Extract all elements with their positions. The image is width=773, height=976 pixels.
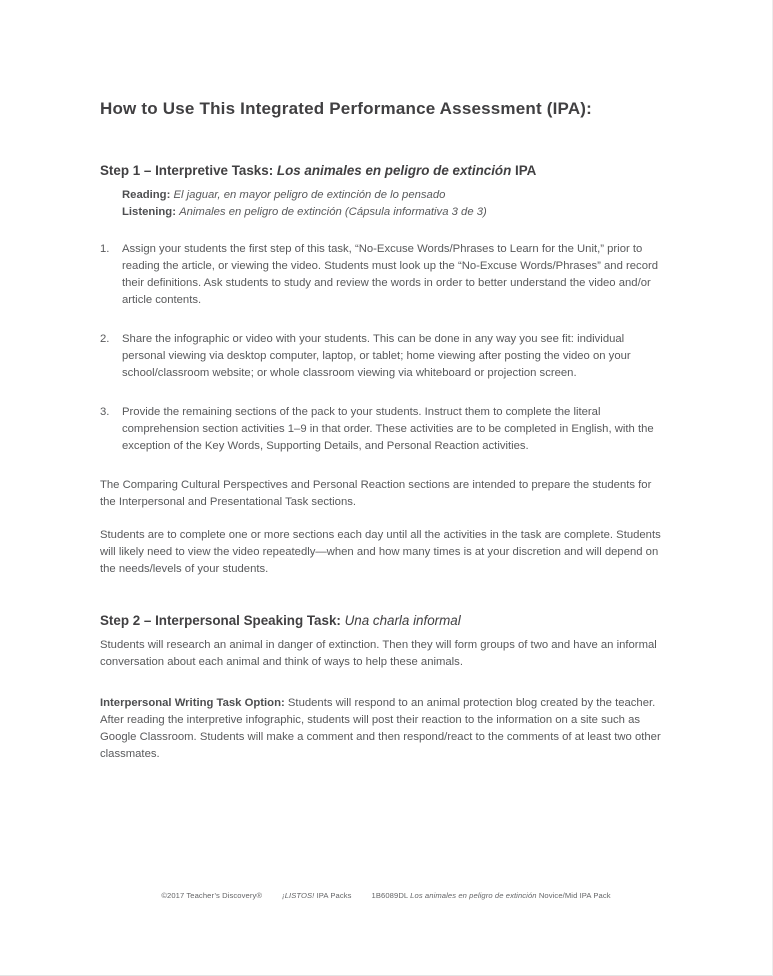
footer-product-suffix: Novice/Mid IPA Pack — [536, 891, 611, 900]
footer-series-name: ¡LISTOS! — [282, 891, 315, 900]
step1-heading — [100, 162, 666, 179]
step1-heading-prefix: Step 1 – Interpretive Tasks: — [100, 163, 277, 178]
instruction-list — [100, 241, 666, 455]
list-item — [100, 241, 666, 309]
step1-heading-suffix: IPA — [511, 163, 537, 178]
list-item — [100, 404, 666, 455]
page-footer — [0, 891, 772, 900]
footer-copyright: ©2017 Teacher’s Discovery® — [161, 891, 263, 900]
step2-paragraph-research: Students will research an animal in danger of extinction. Then they will form groups of two and have an informal conversation about each animal and think of ways to help these animals. — [100, 639, 657, 668]
list-text: Share the infographic or video with your students. This can be done in any way you see fit: individual personal viewing via desktop computer, laptop, or tablet; home viewing after posting the video on your school/classroom website; or whole classroom viewing via whiteboard or projection screen. — [122, 333, 631, 379]
list-number: 1. — [100, 243, 110, 255]
writing-option-text: Students will respond to an animal protection blog created by the teacher. After reading the interpretive infographic, students will post their reaction to the information on a site such as Google Classroom. Students will make a comment and then respond/react to the comments of at least two other classmates. — [100, 697, 661, 760]
step2-heading — [100, 612, 666, 629]
listening-title: Animales en peligro de extinción (Cápsula informativa 3 de 3) — [179, 206, 487, 218]
step2-heading-prefix: Step 2 – Interpersonal Speaking Task: — [100, 613, 345, 628]
footer-product-title: Los animales en peligro de extinción — [410, 891, 537, 900]
writing-option-label: Interpersonal Writing Task Option: — [100, 697, 288, 709]
reading-line — [122, 187, 666, 204]
step1-heading-spanish-title: Los animales en peligro de extinción — [276, 163, 512, 178]
footer-product — [372, 891, 611, 900]
list-text: Provide the remaining sections of the pack to your students. Instruct them to complete the literal comprehension section activities 1–9 in that order. These activities are to be completed in English, with the exception of the Key Words, Supporting Details, and Personal Reaction activities. — [122, 406, 654, 452]
footer-product-code: 1B6089DL — [371, 891, 411, 900]
list-number: 2. — [100, 333, 110, 345]
step2-section — [100, 612, 666, 763]
list-text: Assign your students the first step of this task, “No-Excuse Words/Phrases to Learn for the Unit,” prior to reading the article, or viewing the video. Students must look up the “No-Excuse Words/Phrases” and record their definitions. Ask students to study and review the words in order to better understand the video and/or article contents. — [122, 243, 659, 306]
listening-label: Listening: — [122, 206, 180, 218]
footer-series — [282, 891, 351, 900]
listening-line — [122, 204, 666, 221]
step1-paragraph-pacing: Students are to complete one or more sections each day until all the activities in the task are complete. Students will likely need to view the video repeatedly—when and how many times is at your discretion and will depend on the needs/levels of your students. — [100, 529, 661, 575]
list-number: 3. — [100, 406, 110, 418]
reading-title: El jaguar, en mayor peligro de extinción de lo pensado — [173, 189, 446, 201]
step2-heading-spanish-title: Una charla informal — [344, 613, 461, 628]
page-title: How to Use This Integrated Performance Assessment (IPA): — [100, 99, 593, 118]
step2-paragraph-writing-option — [100, 695, 666, 763]
reading-label: Reading: — [122, 189, 174, 201]
step1-paragraph-perspectives: The Comparing Cultural Perspectives and Personal Reaction sections are intended to prepare the students for the Interpersonal and Presentational Task sections. — [100, 479, 652, 508]
footer-series-suffix: IPA Packs — [314, 891, 352, 900]
list-item — [100, 331, 666, 382]
materials-block — [122, 187, 666, 221]
